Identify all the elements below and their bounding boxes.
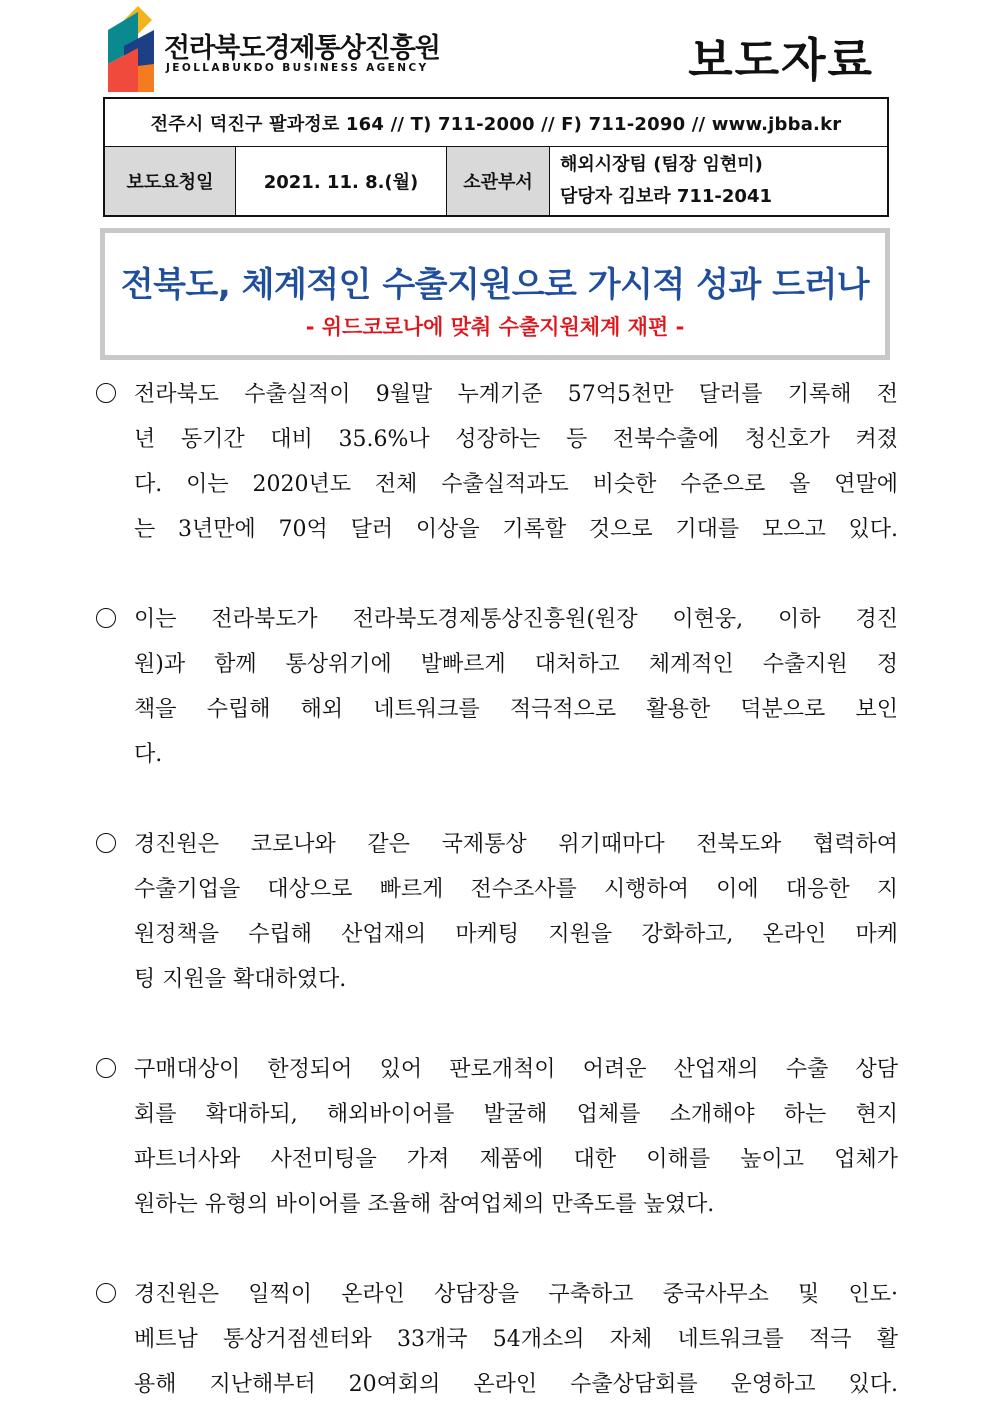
paragraph-line: 수출기업을 대상으로 빠르게 전수조사를 시행하여 이에 대응한 지 (134, 877, 898, 902)
agency-logo (108, 6, 440, 92)
headline-title: 전북도, 체계적인 수출지원으로 가시적 성과 드러나 (120, 265, 870, 305)
paragraph-line: 다. 이는 2020년도 전체 수출실적과도 비슷한 수준으로 올 연말에 (134, 472, 898, 497)
body-paragraph-3 (92, 822, 898, 1002)
paragraph-line: 이는 전라북도가 전라북도경제통상진흥원(원장 이현웅, 이하 경진 (134, 607, 898, 632)
department-label: 소관부서 (447, 147, 550, 217)
address-row (104, 98, 888, 147)
paragraph-line: 팅 지원을 확대하였다. (134, 967, 347, 992)
paragraph-line: 년 동기간 대비 35.6%나 성장하는 등 전북수출에 청신호가 켜졌 (134, 427, 898, 452)
body-paragraph-4 (92, 1047, 898, 1227)
paragraph-line: 구매대상이 한정되어 있어 판로개척이 어려운 산업재의 수출 상담 (134, 1057, 898, 1082)
department-value: 해외시장팀 (팀장 임현미) (560, 154, 763, 175)
document-type-title: 보도자료 (688, 33, 874, 87)
meta-row (104, 147, 888, 217)
press-info-table (103, 97, 889, 217)
body-paragraph-1 (92, 372, 898, 552)
paragraph-line: 회를 확대하되, 해외바이어를 발굴해 업체를 소개해야 하는 현지 (134, 1102, 898, 1127)
paragraph-line: 책을 수립해 해외 네트워크를 적극적으로 활용한 덕분으로 보인 (134, 697, 898, 722)
circle-bullet-icon (96, 833, 116, 853)
paragraph-line: 원하는 유형의 바이어를 조율해 참여업체의 만족도를 높였다. (134, 1192, 715, 1217)
agency-name-korean: 전라북도경제통상진흥원 (164, 33, 440, 64)
body-paragraph-2 (92, 597, 898, 777)
circle-bullet-icon (96, 383, 116, 403)
paragraph-line: 파트너사와 사전미팅을 가져 제품에 대한 이해를 높이고 업체가 (134, 1147, 898, 1172)
agency-name-english: JEOLLABUKDO BUSINESS AGENCY (166, 62, 429, 74)
paragraph-line: 용해 지난해부터 20여회의 온라인 수출상담회를 운영하고 있다. (134, 1372, 898, 1397)
page-header (0, 0, 992, 95)
body-paragraph-5 (92, 1272, 898, 1407)
department-cell (550, 147, 889, 217)
circle-bullet-icon (96, 1283, 116, 1303)
headline-box (100, 228, 890, 360)
headline-subtitle: - 위드코로나에 맞춰 수출지원체계 재편 - (305, 315, 685, 339)
paragraph-line: 원정책을 수립해 산업재의 마케팅 지원을 강화하고, 온라인 마케 (134, 922, 898, 947)
paragraph-line: 베트남 통상거점센터와 33개국 54개소의 자체 네트워크를 적극 활 (134, 1327, 898, 1352)
paragraph-line: 전라북도 수출실적이 9월말 누계기준 57억5천만 달러를 기록해 전 (134, 382, 898, 407)
address-contact-line: 전주시 덕진구 팔과정로 164 // T) 711-2000 // F) 711-2090 // www.jbba.kr (104, 98, 888, 147)
paragraph-line: 는 3년만에 70억 달러 이상을 기록할 것으로 기대를 모으고 있다. (134, 517, 898, 542)
paragraph-line: 원)과 함께 통상위기에 발빠르게 대처하고 체계적인 수출지원 정 (134, 652, 898, 677)
paragraph-line: 다. (134, 742, 163, 767)
paragraph-line: 경진원은 코로나와 같은 국제통상 위기때마다 전북도와 협력하여 (134, 832, 898, 857)
contact-person: 담당자 김보라 711-2041 (560, 186, 773, 207)
paragraph-line: 경진원은 일찍이 온라인 상담장을 구축하고 중국사무소 및 인도· (134, 1282, 898, 1307)
request-date-label: 보도요청일 (104, 147, 236, 217)
agency-logo-icon (108, 6, 160, 92)
circle-bullet-icon (96, 608, 116, 628)
request-date-value: 2021. 11. 8.(월) (236, 147, 447, 217)
circle-bullet-icon (96, 1058, 116, 1078)
